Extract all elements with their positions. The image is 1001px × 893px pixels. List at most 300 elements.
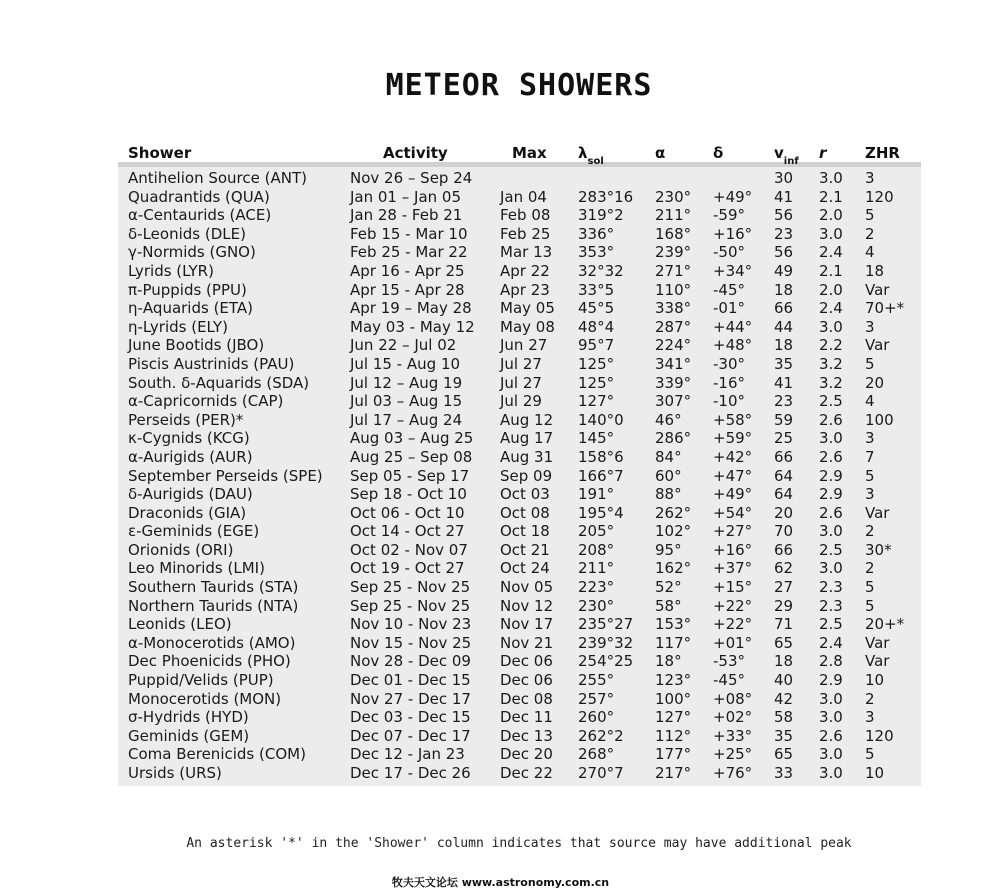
radiant-alpha: 102°	[655, 522, 692, 541]
velocity: 41	[774, 187, 794, 206]
zhr-value: Var	[865, 280, 890, 299]
radiant-delta: +22°	[713, 615, 753, 634]
solar-longitude: 319°2	[578, 206, 624, 225]
table-row	[118, 597, 921, 616]
velocity: 71	[774, 615, 794, 634]
table-row	[118, 336, 921, 355]
radiant-delta: +02°	[713, 708, 753, 727]
activity-period: Jul 17 – Aug 24	[350, 410, 463, 429]
max-date: Oct 24	[500, 559, 550, 578]
velocity: 33	[774, 764, 794, 782]
shower-name: September Perseids (SPE)	[128, 466, 323, 485]
shower-name: κ-Cygnids (KCG)	[128, 429, 250, 448]
table-row	[118, 727, 921, 746]
population-index: 2.5	[819, 392, 843, 411]
radiant-delta: +47°	[713, 466, 753, 485]
radiant-alpha: 18°	[655, 652, 682, 671]
activity-period: Jul 12 – Aug 19	[350, 373, 463, 392]
table-row	[118, 169, 921, 188]
table-row	[118, 652, 921, 671]
velocity: 56	[774, 243, 794, 262]
shower-name: α-Capricornids (CAP)	[128, 392, 284, 411]
activity-period: Dec 01 - Dec 15	[350, 671, 471, 690]
solar-longitude: 283°16	[578, 187, 634, 206]
shower-name: South. δ-Aquarids (SDA)	[128, 373, 310, 392]
zhr-value: 2	[865, 559, 875, 578]
radiant-delta: +49°	[713, 187, 753, 206]
radiant-alpha: 262°	[655, 503, 692, 522]
solar-longitude: 125°	[578, 354, 615, 373]
radiant-alpha: 95°	[655, 540, 682, 559]
shower-name: Leo Minorids (LMI)	[128, 559, 265, 578]
solar-longitude: 268°	[578, 745, 615, 764]
radiant-delta: +25°	[713, 745, 753, 764]
population-index: 2.9	[819, 466, 843, 485]
shower-name: ε-Geminids (EGE)	[128, 522, 260, 541]
max-date: Mar 13	[500, 243, 553, 262]
activity-period: Dec 03 - Dec 15	[350, 708, 471, 727]
radiant-alpha: 123°	[655, 671, 692, 690]
velocity: 66	[774, 540, 794, 559]
table-row	[118, 559, 921, 578]
header-shower: Shower	[128, 144, 192, 162]
population-index: 2.1	[819, 187, 843, 206]
max-date: Dec 06	[500, 652, 553, 671]
solar-longitude: 235°27	[578, 615, 634, 634]
velocity: 64	[774, 485, 794, 504]
velocity: 58	[774, 708, 794, 727]
velocity: 41	[774, 373, 794, 392]
zhr-value: 5	[865, 354, 875, 373]
max-date: Nov 05	[500, 578, 554, 597]
header-max: Max	[512, 144, 547, 162]
radiant-alpha: 239°	[655, 243, 692, 262]
max-date: Dec 20	[500, 745, 553, 764]
zhr-value: 3	[865, 485, 875, 504]
shower-name: Lyrids (LYR)	[128, 261, 214, 280]
solar-longitude: 223°	[578, 578, 615, 597]
activity-period: Feb 25 - Mar 22	[350, 243, 468, 262]
velocity: 65	[774, 745, 794, 764]
shower-name: α-Aurigids (AUR)	[128, 447, 253, 466]
solar-longitude: 33°5	[578, 280, 615, 299]
shower-name: Southern Taurids (STA)	[128, 578, 299, 597]
max-date: Jul 27	[500, 373, 542, 392]
table-row	[118, 708, 921, 727]
population-index: 2.1	[819, 261, 843, 280]
table-row	[118, 281, 921, 300]
radiant-delta: -30°	[713, 354, 745, 373]
shower-name: Coma Berenicids (COM)	[128, 745, 306, 764]
zhr-value: 4	[865, 243, 875, 262]
zhr-value: 5	[865, 745, 875, 764]
max-date: May 08	[500, 317, 555, 336]
radiant-delta: +27°	[713, 522, 753, 541]
activity-period: Nov 10 - Nov 23	[350, 615, 472, 634]
zhr-value: 20+*	[865, 615, 905, 634]
zhr-value: 5	[865, 596, 875, 615]
solar-longitude: 195°4	[578, 503, 624, 522]
table-row	[118, 374, 921, 393]
radiant-alpha: 153°	[655, 615, 692, 634]
zhr-value: 20	[865, 373, 885, 392]
radiant-alpha: 100°	[655, 689, 692, 708]
max-date: Aug 17	[500, 429, 554, 448]
table-row	[118, 745, 921, 764]
table-row	[118, 392, 921, 411]
solar-longitude: 353°	[578, 243, 615, 262]
activity-period: Apr 16 - Apr 25	[350, 261, 465, 280]
solar-longitude: 208°	[578, 540, 615, 559]
zhr-value: 120	[865, 726, 894, 745]
velocity: 66	[774, 447, 794, 466]
zhr-value: 3	[865, 317, 875, 336]
velocity: 35	[774, 354, 794, 373]
max-date: Aug 12	[500, 410, 554, 429]
radiant-alpha: 286°	[655, 429, 692, 448]
max-date: Sep 09	[500, 466, 553, 485]
radiant-alpha: 341°	[655, 354, 692, 373]
radiant-delta: +33°	[713, 726, 753, 745]
activity-period: Jul 15 - Aug 10	[350, 354, 461, 373]
activity-period: Aug 25 – Sep 08	[350, 447, 473, 466]
zhr-value: 2	[865, 224, 875, 243]
header-alpha: α	[655, 144, 666, 162]
radiant-alpha: 46°	[655, 410, 682, 429]
shower-name: Antihelion Source (ANT)	[128, 169, 307, 187]
max-date: Oct 08	[500, 503, 550, 522]
max-date: Jul 27	[500, 354, 542, 373]
solar-longitude: 270°7	[578, 764, 624, 782]
population-index: 2.3	[819, 596, 843, 615]
table-row	[118, 578, 921, 597]
activity-period: Dec 07 - Dec 17	[350, 726, 471, 745]
velocity: 29	[774, 596, 794, 615]
header-r: r	[819, 144, 827, 162]
table-row	[118, 504, 921, 523]
max-date: Feb 08	[500, 206, 551, 225]
population-index: 2.3	[819, 578, 843, 597]
header-activity: Activity	[383, 144, 448, 162]
table-row	[118, 448, 921, 467]
activity-period: Feb 15 - Mar 10	[350, 224, 468, 243]
activity-period: Oct 06 - Oct 10	[350, 503, 465, 522]
velocity: 40	[774, 671, 794, 690]
radiant-alpha: 60°	[655, 466, 682, 485]
max-date: Nov 12	[500, 596, 554, 615]
solar-longitude: 125°	[578, 373, 615, 392]
population-index: 2.5	[819, 615, 843, 634]
solar-longitude: 32°32	[578, 261, 624, 280]
solar-longitude: 145°	[578, 429, 615, 448]
zhr-value: 5	[865, 206, 875, 225]
population-index: 3.2	[819, 373, 843, 392]
velocity: 64	[774, 466, 794, 485]
shower-name: Leonids (LEO)	[128, 615, 232, 634]
radiant-delta: +22°	[713, 596, 753, 615]
solar-longitude: 257°	[578, 689, 615, 708]
activity-period: Apr 19 – May 28	[350, 299, 472, 318]
table-row	[118, 188, 921, 207]
radiant-alpha: 211°	[655, 206, 692, 225]
radiant-alpha: 271°	[655, 261, 692, 280]
activity-period: Jun 22 – Jul 02	[350, 336, 457, 355]
table-row	[118, 355, 921, 374]
velocity: 18	[774, 336, 794, 355]
radiant-delta: +42°	[713, 447, 753, 466]
zhr-value: 2	[865, 522, 875, 541]
population-index: 3.0	[819, 559, 843, 578]
max-date: Nov 21	[500, 633, 554, 652]
radiant-alpha: 168°	[655, 224, 692, 243]
table-row	[118, 634, 921, 653]
shower-name: π-Puppids (PPU)	[128, 280, 247, 299]
max-date: Dec 08	[500, 689, 553, 708]
velocity: 49	[774, 261, 794, 280]
population-index: 2.5	[819, 540, 843, 559]
shower-name: η-Aquarids (ETA)	[128, 299, 254, 318]
radiant-delta: +37°	[713, 559, 753, 578]
population-index: 2.4	[819, 633, 843, 652]
population-index: 3.0	[819, 689, 843, 708]
radiant-alpha: 127°	[655, 708, 692, 727]
activity-period: Nov 28 - Dec 09	[350, 652, 471, 671]
zhr-value: 4	[865, 392, 875, 411]
activity-period: Nov 27 - Dec 17	[350, 689, 471, 708]
radiant-alpha: 58°	[655, 596, 682, 615]
radiant-delta: +59°	[713, 429, 753, 448]
radiant-alpha: 52°	[655, 578, 682, 597]
radiant-delta: +48°	[713, 336, 753, 355]
zhr-value: 5	[865, 466, 875, 485]
table-row	[118, 262, 921, 281]
population-index: 2.9	[819, 485, 843, 504]
radiant-delta: +76°	[713, 764, 753, 782]
table-row	[118, 615, 921, 634]
source-credit: 牧夫天文论坛 www.astronomy.com.cn	[391, 876, 610, 889]
velocity: 23	[774, 392, 794, 411]
solar-longitude: 230°	[578, 596, 615, 615]
shower-name: α-Monocerotids (AMO)	[128, 633, 296, 652]
population-index: 2.6	[819, 447, 843, 466]
solar-longitude: 254°25	[578, 652, 634, 671]
table-row	[118, 318, 921, 337]
max-date: Dec 06	[500, 671, 553, 690]
population-index: 2.6	[819, 503, 843, 522]
zhr-value: Var	[865, 652, 890, 671]
population-index: 2.0	[819, 206, 843, 225]
population-index: 3.0	[819, 708, 843, 727]
header-delta: δ	[713, 144, 724, 162]
radiant-alpha: 112°	[655, 726, 692, 745]
radiant-delta: -59°	[713, 206, 745, 225]
table-row	[118, 411, 921, 430]
velocity: 27	[774, 578, 794, 597]
zhr-value: 18	[865, 261, 885, 280]
solar-longitude: 239°32	[578, 633, 634, 652]
footnote: An asterisk '*' in the 'Shower' column indicates that source may have additional peak	[186, 836, 852, 851]
activity-period: Jan 01 – Jan 05	[350, 187, 461, 206]
activity-period: Jul 03 – Aug 15	[350, 392, 463, 411]
shower-name: δ-Aurigids (DAU)	[128, 485, 253, 504]
shower-name: σ-Hydrids (HYD)	[128, 708, 249, 727]
activity-period: Dec 17 - Dec 26	[350, 764, 471, 782]
zhr-value: 120	[865, 187, 894, 206]
activity-period: Sep 25 - Nov 25	[350, 596, 471, 615]
table-row	[118, 671, 921, 690]
solar-longitude: 255°	[578, 671, 615, 690]
velocity: 25	[774, 429, 794, 448]
radiant-delta: -16°	[713, 373, 745, 392]
radiant-alpha: 177°	[655, 745, 692, 764]
radiant-delta: -01°	[713, 299, 745, 318]
velocity: 65	[774, 633, 794, 652]
zhr-value: 30*	[865, 540, 892, 559]
max-date: Dec 13	[500, 726, 553, 745]
solar-longitude: 48°4	[578, 317, 615, 336]
max-date: May 05	[500, 299, 555, 318]
shower-name: δ-Leonids (DLE)	[128, 224, 246, 243]
zhr-value: 3	[865, 169, 875, 187]
table-row	[118, 243, 921, 262]
velocity: 59	[774, 410, 794, 429]
solar-longitude: 260°	[578, 708, 615, 727]
zhr-value: 100	[865, 410, 894, 429]
page-title: METEOR SHOWERS	[385, 68, 653, 103]
radiant-alpha: 217°	[655, 764, 692, 782]
shower-name: γ-Normids (GNO)	[128, 243, 256, 262]
max-date: Feb 25	[500, 224, 551, 243]
max-date: Nov 17	[500, 615, 554, 634]
velocity: 42	[774, 689, 794, 708]
max-date: Jul 29	[500, 392, 542, 411]
solar-longitude: 262°2	[578, 726, 624, 745]
radiant-delta: -10°	[713, 392, 745, 411]
activity-period: Sep 18 - Oct 10	[350, 485, 467, 504]
zhr-value: 10	[865, 671, 885, 690]
shower-name: Draconids (GIA)	[128, 503, 247, 522]
solar-longitude: 211°	[578, 559, 615, 578]
population-index: 2.8	[819, 652, 843, 671]
population-index: 3.0	[819, 169, 843, 187]
table-row	[118, 467, 921, 486]
radiant-delta: -50°	[713, 243, 745, 262]
max-date: Dec 22	[500, 764, 553, 782]
zhr-value: 3	[865, 708, 875, 727]
radiant-alpha: 230°	[655, 187, 692, 206]
zhr-value: Var	[865, 503, 890, 522]
velocity: 35	[774, 726, 794, 745]
radiant-delta: +34°	[713, 261, 753, 280]
zhr-value: Var	[865, 336, 890, 355]
radiant-alpha: 117°	[655, 633, 692, 652]
zhr-value: 2	[865, 689, 875, 708]
activity-period: Oct 19 - Oct 27	[350, 559, 465, 578]
radiant-delta: -45°	[713, 671, 745, 690]
radiant-alpha: 287°	[655, 317, 692, 336]
zhr-value: 5	[865, 578, 875, 597]
radiant-alpha: 110°	[655, 280, 692, 299]
table-row	[118, 225, 921, 244]
solar-longitude: 95°7	[578, 336, 615, 355]
shower-name: Perseids (PER)*	[128, 410, 244, 429]
zhr-value: 10	[865, 764, 885, 782]
shower-name: Dec Phoenicids (PHO)	[128, 652, 291, 671]
shower-name: Orionids (ORI)	[128, 540, 234, 559]
table-row	[118, 522, 921, 541]
activity-period: Jan 28 - Feb 21	[350, 206, 463, 225]
table-row	[118, 485, 921, 504]
radiant-delta: +01°	[713, 633, 753, 652]
radiant-alpha: 307°	[655, 392, 692, 411]
population-index: 2.6	[819, 410, 843, 429]
radiant-alpha: 224°	[655, 336, 692, 355]
population-index: 3.0	[819, 745, 843, 764]
activity-period: Apr 15 - Apr 28	[350, 280, 465, 299]
shower-name: Monocerotids (MON)	[128, 689, 282, 708]
radiant-delta: +08°	[713, 689, 753, 708]
population-index: 3.2	[819, 354, 843, 373]
table-row	[118, 299, 921, 318]
header-vinf: $v_{inf}$	[774, 144, 799, 167]
velocity: 66	[774, 299, 794, 318]
table-row	[118, 429, 921, 448]
radiant-delta: -53°	[713, 652, 745, 671]
shower-name: Northern Taurids (NTA)	[128, 596, 299, 615]
zhr-value: Var	[865, 633, 890, 652]
radiant-alpha: 84°	[655, 447, 682, 466]
solar-longitude: 191°	[578, 485, 615, 504]
zhr-value: 70+*	[865, 299, 905, 318]
radiant-delta: +16°	[713, 224, 753, 243]
shower-name: Geminids (GEM)	[128, 726, 250, 745]
velocity: 18	[774, 652, 794, 671]
max-date: Apr 22	[500, 261, 550, 280]
activity-period: Oct 14 - Oct 27	[350, 522, 465, 541]
population-index: 3.0	[819, 429, 843, 448]
solar-longitude: 45°5	[578, 299, 615, 318]
solar-longitude: 158°6	[578, 447, 624, 466]
solar-longitude: 336°	[578, 224, 615, 243]
solar-longitude: 166°7	[578, 466, 624, 485]
max-date: Oct 18	[500, 522, 550, 541]
shower-name: Ursids (URS)	[128, 764, 222, 782]
max-date: Apr 23	[500, 280, 550, 299]
velocity: 56	[774, 206, 794, 225]
radiant-delta: +58°	[713, 410, 753, 429]
radiant-delta: +49°	[713, 485, 753, 504]
table-row	[118, 541, 921, 560]
velocity: 62	[774, 559, 794, 578]
population-index: 3.0	[819, 522, 843, 541]
shower-name: α-Centaurids (ACE)	[128, 206, 272, 225]
activity-period: May 03 - May 12	[350, 317, 475, 336]
radiant-alpha: 88°	[655, 485, 682, 504]
table-row	[118, 206, 921, 225]
velocity: 44	[774, 317, 794, 336]
activity-period: Dec 12 - Jan 23	[350, 745, 465, 764]
velocity: 23	[774, 224, 794, 243]
shower-name: June Bootids (JBO)	[128, 336, 265, 355]
population-index: 3.0	[819, 317, 843, 336]
population-index: 2.0	[819, 280, 843, 299]
radiant-alpha: 338°	[655, 299, 692, 318]
zhr-value: 3	[865, 429, 875, 448]
velocity: 70	[774, 522, 794, 541]
population-index: 2.2	[819, 336, 843, 355]
max-date: Oct 21	[500, 540, 550, 559]
header-zhr: ZHR	[865, 144, 900, 162]
